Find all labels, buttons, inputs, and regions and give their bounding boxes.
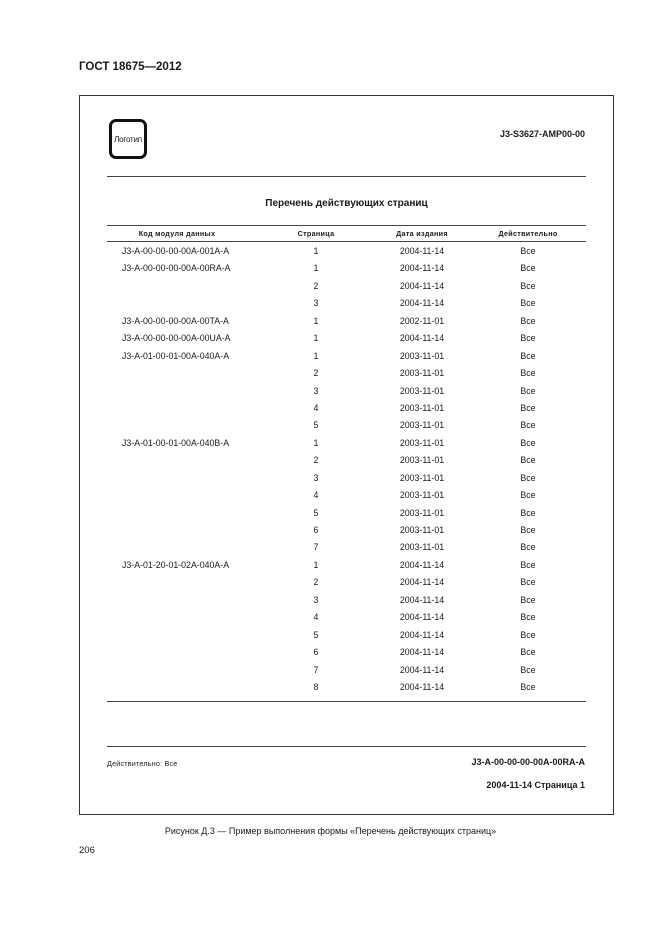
cell-issue-date: 2003-11-01 — [399, 368, 445, 379]
cell-issue-date: 2003-11-01 — [399, 437, 445, 448]
cell-page: 2 — [313, 368, 319, 379]
doc-code: J3-S3627-AMP00-00 — [499, 129, 585, 139]
table-row — [107, 681, 586, 698]
table-row — [107, 332, 586, 349]
cell-issue-date: 2004-11-14 — [399, 280, 445, 291]
cell-effectivity: Все — [520, 368, 536, 379]
table-row — [107, 437, 586, 454]
cell-page: 1 — [313, 315, 319, 326]
table-row — [107, 629, 586, 646]
cell-issue-date: 2004-11-14 — [399, 681, 445, 692]
cell-issue-date: 2003-11-01 — [399, 455, 445, 466]
table-row — [107, 559, 586, 576]
col-head-effectivity: Действительно — [498, 229, 558, 238]
table-row — [107, 664, 586, 681]
cell-effectivity: Все — [520, 298, 536, 309]
cell-effectivity: Все — [520, 263, 536, 274]
cell-issue-date: 2003-11-01 — [399, 385, 445, 396]
cell-page: 2 — [313, 577, 319, 588]
logo-label: Логотип — [114, 134, 142, 144]
form-frame — [79, 95, 614, 815]
table-row — [107, 611, 586, 628]
cell-page: 3 — [313, 594, 319, 605]
cell-effectivity: Все — [520, 280, 536, 291]
cell-page: 8 — [313, 681, 319, 692]
cell-page: 1 — [313, 437, 319, 448]
cell-effectivity: Все — [520, 246, 536, 256]
cell-page: 5 — [313, 629, 319, 640]
table-header-rule — [107, 241, 586, 242]
table-row — [107, 576, 586, 593]
cell-page: 3 — [313, 472, 319, 483]
cell-effectivity: Все — [520, 315, 536, 326]
table-row — [107, 245, 586, 262]
table-bottom-rule — [107, 701, 586, 702]
cell-issue-date: 2002-11-01 — [399, 315, 445, 326]
cell-effectivity: Все — [520, 455, 536, 466]
col-head-module: Код модуля данных — [138, 229, 216, 238]
cell-module-code: J3-A-00-00-00-00A-00UA-A — [122, 333, 231, 344]
header-rule — [107, 176, 586, 177]
table-row — [107, 524, 586, 541]
cell-page: 1 — [313, 333, 319, 344]
table-row — [107, 507, 586, 524]
cell-page: 2 — [313, 455, 319, 466]
cell-effectivity: Все — [520, 333, 536, 344]
cell-effectivity: Все — [520, 542, 536, 553]
cell-module-code: J3-A-01-20-01-02A-040A-A — [122, 559, 230, 570]
cell-page: 1 — [313, 559, 319, 570]
cell-page: 3 — [313, 385, 319, 396]
cell-issue-date: 2004-11-14 — [399, 647, 445, 658]
footer-effectivity: Действительно: Все — [107, 759, 178, 768]
cell-effectivity: Все — [520, 594, 536, 605]
cell-page: 5 — [313, 420, 319, 431]
cell-issue-date: 2004-11-14 — [399, 298, 445, 309]
cell-effectivity: Все — [520, 681, 536, 692]
cell-page: 1 — [313, 350, 319, 361]
list-title: Перечень действующих страниц — [265, 198, 428, 209]
cell-effectivity: Все — [520, 629, 536, 640]
cell-page: 7 — [313, 664, 319, 675]
cell-effectivity: Все — [520, 385, 536, 396]
cell-page: 1 — [313, 246, 319, 256]
table-row — [107, 419, 586, 436]
cell-issue-date: 2004-11-14 — [399, 577, 445, 588]
cell-page: 1 — [313, 263, 319, 274]
cell-issue-date: 2004-11-14 — [399, 664, 445, 675]
table-row — [107, 489, 586, 506]
cell-effectivity: Все — [520, 559, 536, 570]
table-row — [107, 646, 586, 663]
col-head-date: Дата издания — [396, 229, 448, 238]
cell-page: 3 — [313, 298, 319, 309]
table-body — [107, 245, 586, 698]
cell-page: 6 — [313, 647, 319, 658]
cell-effectivity: Все — [520, 577, 536, 588]
table-row — [107, 262, 586, 279]
cell-module-code: J3-A-00-00-00-00A-00RA-A — [122, 263, 231, 274]
cell-effectivity: Все — [520, 525, 536, 535]
table-row — [107, 297, 586, 314]
table-row — [107, 280, 586, 297]
table-row — [107, 541, 586, 558]
cell-effectivity: Все — [520, 420, 536, 431]
cell-page: 7 — [313, 542, 319, 553]
cell-issue-date: 2004-11-14 — [399, 629, 445, 640]
cell-issue-date: 2003-11-01 — [399, 525, 445, 535]
cell-effectivity: Все — [520, 664, 536, 675]
cell-issue-date: 2004-11-14 — [399, 246, 445, 256]
table-row — [107, 454, 586, 471]
cell-effectivity: Все — [520, 490, 536, 501]
cell-effectivity: Все — [520, 437, 536, 448]
cell-module-code: J3-A-00-00-00-00A-001A-A — [122, 246, 230, 256]
cell-issue-date: 2004-11-14 — [399, 559, 445, 570]
cell-issue-date: 2003-11-01 — [399, 350, 445, 361]
cell-issue-date: 2003-11-01 — [399, 472, 445, 483]
cell-issue-date: 2004-11-14 — [399, 333, 445, 344]
table-row — [107, 402, 586, 419]
table-top-rule — [107, 225, 586, 226]
cell-issue-date: 2004-11-14 — [399, 263, 445, 274]
cell-module-code: J3-A-00-00-00-00A-00TA-A — [122, 315, 229, 326]
cell-issue-date: 2003-11-01 — [399, 490, 445, 501]
cell-effectivity: Все — [520, 647, 536, 658]
cell-page: 4 — [313, 490, 319, 501]
cell-page: 2 — [313, 280, 319, 291]
cell-issue-date: 2003-11-01 — [399, 542, 445, 553]
standard-header: ГОСТ 18675—2012 — [79, 61, 182, 73]
footer-rule — [107, 746, 586, 747]
cell-effectivity: Все — [520, 612, 536, 623]
page-number: 206 — [79, 845, 95, 856]
table-row — [107, 367, 586, 384]
cell-page: 5 — [313, 507, 319, 518]
cell-issue-date: 2003-11-01 — [399, 402, 445, 413]
cell-module-code: J3-A-01-00-01-00A-040B-A — [122, 437, 230, 448]
cell-effectivity: Все — [520, 402, 536, 413]
footer-module-code: J3-A-00-00-00-00A-00RA-A — [471, 757, 585, 767]
logo-box — [109, 119, 147, 159]
cell-page: 6 — [313, 525, 319, 535]
col-head-page: Страница — [297, 229, 335, 238]
cell-effectivity: Все — [520, 507, 536, 518]
cell-page: 4 — [313, 612, 319, 623]
cell-effectivity: Все — [520, 472, 536, 483]
cell-issue-date: 2003-11-01 — [399, 507, 445, 518]
table-row — [107, 315, 586, 332]
cell-effectivity: Все — [520, 350, 536, 361]
table-row — [107, 472, 586, 489]
figure-caption: Рисунок Д.3 — Пример выполнения формы «Перечень действующих страниц» — [164, 826, 497, 836]
cell-page: 4 — [313, 402, 319, 413]
cell-issue-date: 2003-11-01 — [399, 420, 445, 431]
cell-issue-date: 2004-11-14 — [399, 594, 445, 605]
cell-issue-date: 2004-11-14 — [399, 612, 445, 623]
table-row — [107, 594, 586, 611]
table-row — [107, 385, 586, 402]
cell-module-code: J3-A-01-00-01-00A-040A-A — [122, 350, 230, 361]
table-row — [107, 350, 586, 367]
footer-date-page: 2004-11-14 Страница 1 — [486, 780, 585, 790]
